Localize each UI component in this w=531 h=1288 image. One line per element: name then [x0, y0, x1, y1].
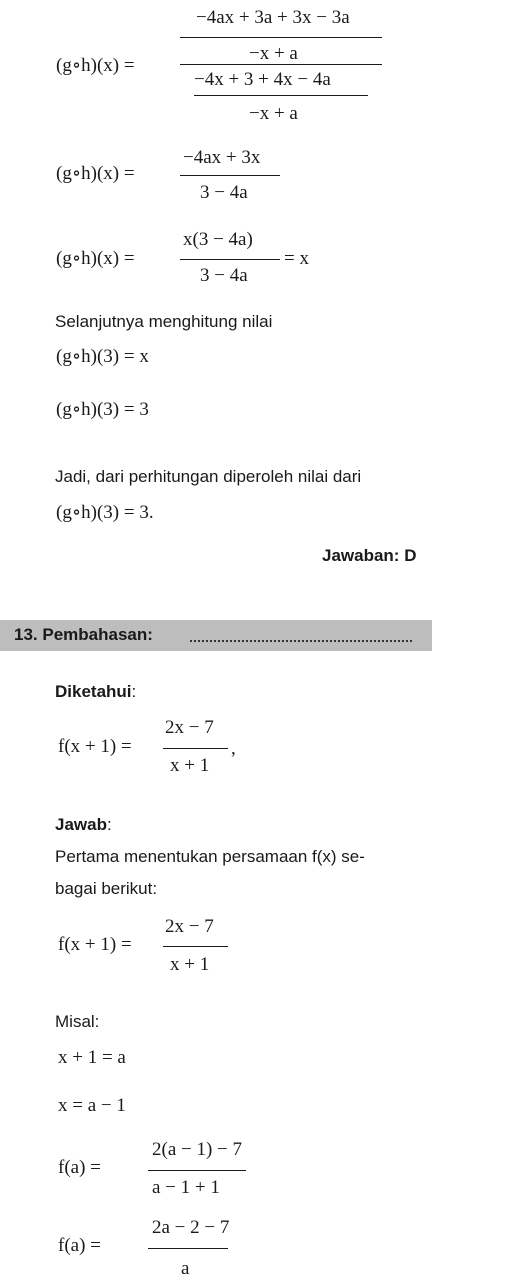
step-line2: bagai berikut: [55, 879, 158, 898]
eq2-denominator: 3 − 4a [200, 182, 248, 203]
eq1-inner-middle: −4x + 3 + 4x − 4a [194, 69, 331, 90]
section-title: Pembahasan: [42, 625, 153, 644]
eq6-fraction-bar [163, 946, 228, 947]
eq3-denominator: 3 − 4a [200, 265, 248, 286]
eq7-fraction-bar [148, 1170, 246, 1171]
diketahui-colon: : [131, 682, 137, 701]
eq8-numerator: 2a − 2 − 7 [152, 1217, 230, 1238]
eq1-main-fraction-bar [180, 64, 382, 65]
eq8-fraction-bar [148, 1248, 228, 1249]
section-number: 13. [14, 625, 38, 644]
eq6-lhs: f(x + 1) = [58, 934, 132, 955]
eq2-fraction-bar [180, 175, 280, 176]
step-line1: Pertama menentukan persamaan f(x) se- [55, 847, 365, 866]
eq6-numerator: 2x − 7 [165, 916, 214, 937]
jawab-label: Jawab [55, 815, 107, 834]
eq1-outer-numerator: −4ax + 3a + 3x − 3a [196, 7, 350, 28]
given-fraction-bar [163, 748, 228, 749]
eq7-numerator: 2(a − 1) − 7 [152, 1139, 243, 1160]
eq7-denominator: a − 1 + 1 [152, 1177, 220, 1198]
conclusion-line1: Jadi, dari perhitungan diperoleh nilai dari [55, 467, 362, 486]
conclusion-line2: (g∘h)(3) = 3. [56, 502, 154, 523]
jawab-heading [55, 815, 112, 835]
eq1-inner-fraction-bar [194, 95, 368, 96]
eq5: (g∘h)(3) = 3 [56, 399, 149, 420]
substitution-2: x = a − 1 [58, 1095, 126, 1116]
given-lhs: f(x + 1) = [58, 736, 132, 757]
diketahui-label: Diketahui [55, 682, 132, 701]
eq3-rhs: = x [284, 248, 309, 269]
eq3-numerator: x(3 − 4a) [183, 229, 253, 250]
eq7-lhs: f(a) = [58, 1157, 101, 1178]
section-banner [0, 620, 432, 651]
eq6-denominator: x + 1 [170, 954, 210, 975]
eq2-numerator: −4ax + 3x [183, 147, 261, 168]
eq1-inner-numerator: −x + a [249, 43, 298, 64]
misal-label: Misal: [55, 1012, 100, 1031]
eq8-lhs: f(a) = [58, 1235, 101, 1256]
eq4: (g∘h)(3) = x [56, 346, 149, 367]
given-numerator: 2x − 7 [165, 717, 214, 738]
text-next: Selanjutnya menghitung nilai [55, 312, 273, 331]
eq1-outer-fraction-bar [180, 37, 382, 38]
eq1-inner-denominator: −x + a [249, 103, 298, 124]
diketahui-heading [55, 682, 136, 702]
eq3-fraction-bar [180, 259, 280, 260]
substitution-1: x + 1 = a [58, 1047, 126, 1068]
eq8-denominator: a [181, 1258, 190, 1279]
jawab-colon: : [106, 815, 112, 834]
answer-label: Jawaban: D [322, 546, 417, 565]
given-denominator: x + 1 [170, 755, 210, 776]
section-dotted-leader [190, 640, 412, 642]
eq2-lhs: (g∘h)(x) = [56, 163, 135, 184]
eq1-lhs: (g∘h)(x) = [56, 55, 135, 76]
given-tail: , [231, 738, 236, 759]
eq3-lhs: (g∘h)(x) = [56, 248, 135, 269]
section-heading [14, 625, 153, 645]
